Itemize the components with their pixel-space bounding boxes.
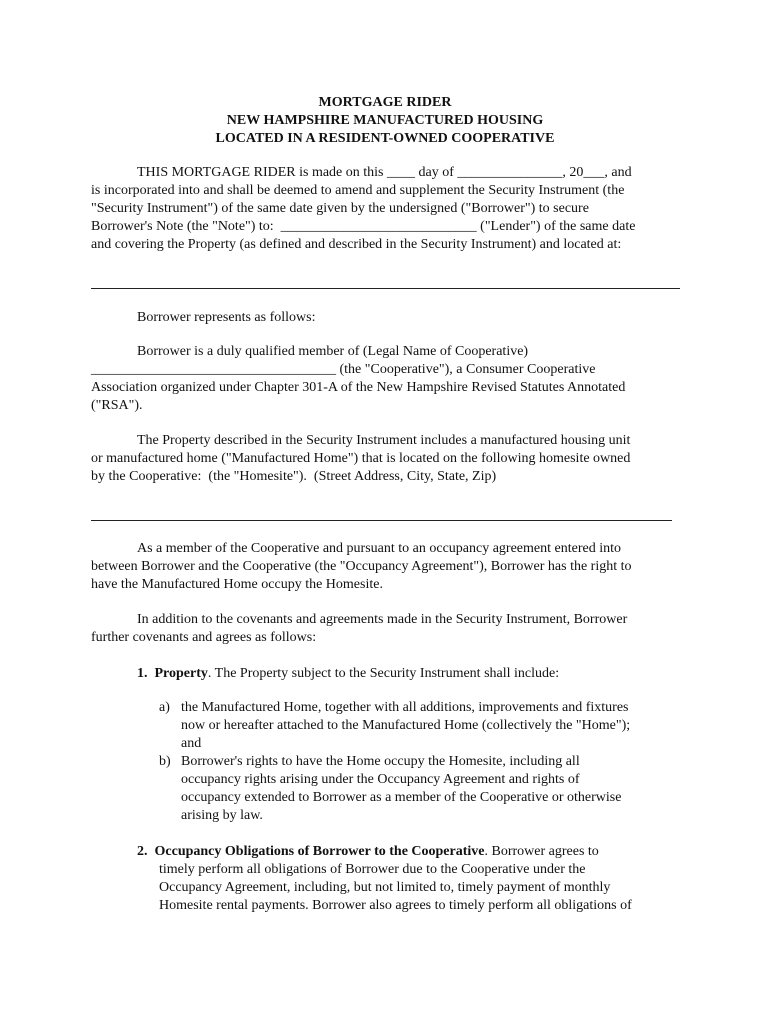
- member-line-2: ___________________________________ (the "Cooperative"), a Consumer Cooperative: [91, 362, 596, 377]
- item-1-text: . The Property subject to the Security Instrument shall include:: [207, 666, 560, 681]
- member-line-3: Association organized under Chapter 301-A of the New Hampshire Revised Statutes Annotated: [91, 380, 626, 395]
- item-1b-line-1: Borrower's rights to have the Home occupy the Homesite, including all: [181, 754, 580, 769]
- item-1: [137, 665, 559, 683]
- item-2-heading: Occupancy Obligations of Borrower to the Cooperative: [154, 844, 485, 859]
- title-line-3: LOCATED IN A RESIDENT-OWNED COOPERATIVE: [215, 131, 555, 146]
- occupancy-line-1: As a member of the Cooperative and pursuant to an occupancy agreement entered into: [137, 541, 621, 556]
- property-desc-line-3: by the Cooperative: (the "Homesite"). (Street Address, City, State, Zip): [91, 469, 497, 484]
- item-1a-line-2: now or hereafter attached to the Manufactured Home (collectively the "Home");: [181, 718, 631, 733]
- item-2-line-2: timely perform all obligations of Borrower due to the Cooperative under the: [159, 862, 586, 877]
- item-2-line-3: Occupancy Agreement, including, but not limited to, timely payment of monthly: [159, 880, 611, 895]
- item-1b-line-2: occupancy rights arising under the Occupancy Agreement and rights of: [181, 772, 580, 787]
- occupancy-line-2: between Borrower and the Cooperative (the "Occupancy Agreement"), Borrower has the right to: [91, 559, 632, 574]
- property-desc-line-2: or manufactured home ("Manufactured Home") that is located on the following homesite owned: [91, 451, 631, 466]
- occupancy-line-3: have the Manufactured Home occupy the Homesite.: [91, 577, 383, 592]
- item-1a-line-3: and: [181, 736, 202, 751]
- item-2-number: 2.: [137, 844, 148, 859]
- represents-line: Borrower represents as follows:: [137, 310, 316, 325]
- property-address-blank[interactable]: [91, 288, 680, 289]
- intro-line-1: THIS MORTGAGE RIDER is made on this ____ day of _______________, 20___, and: [137, 165, 632, 180]
- member-line-4: ("RSA").: [91, 398, 143, 413]
- title-line-1: MORTGAGE RIDER: [318, 95, 452, 110]
- intro-line-5: and covering the Property (as defined and described in the Security Instrument) and located at:: [91, 237, 622, 252]
- intro-line-4: Borrower's Note (the "Note") to: ____________________________ ("Lender") of the same date: [91, 219, 636, 234]
- property-desc-line-1: The Property described in the Security Instrument includes a manufactured housing unit: [137, 433, 631, 448]
- item-1b-line-4: arising by law.: [181, 808, 263, 823]
- intro-line-2: is incorporated into and shall be deemed to amend and supplement the Security Instrument (the: [91, 183, 625, 198]
- item-1a-marker: a): [159, 700, 170, 715]
- member-line-1: Borrower is a duly qualified member of (Legal Name of Cooperative): [137, 344, 529, 359]
- item-1-heading: Property: [154, 666, 208, 681]
- homesite-address-blank[interactable]: [91, 520, 672, 521]
- item-1b-line-3: occupancy extended to Borrower as a member of the Cooperative or otherwise: [181, 790, 622, 805]
- item-2: [137, 843, 599, 861]
- item-2-line-1-rest: . Borrower agrees to: [484, 844, 599, 859]
- covenants-line-1: In addition to the covenants and agreements made in the Security Instrument, Borrower: [137, 612, 628, 627]
- item-1-number: 1.: [137, 666, 148, 681]
- item-2-line-4: Homesite rental payments. Borrower also agrees to timely perform all obligations of: [159, 898, 632, 913]
- title-line-2: NEW HAMPSHIRE MANUFACTURED HOUSING: [226, 113, 544, 128]
- item-1a-line-1: the Manufactured Home, together with all additions, improvements and fixtures: [181, 700, 629, 715]
- intro-line-3: "Security Instrument") of the same date given by the undersigned ("Borrower") to secure: [91, 201, 589, 216]
- covenants-line-2: further covenants and agrees as follows:: [91, 630, 317, 645]
- item-1b-marker: b): [159, 754, 171, 769]
